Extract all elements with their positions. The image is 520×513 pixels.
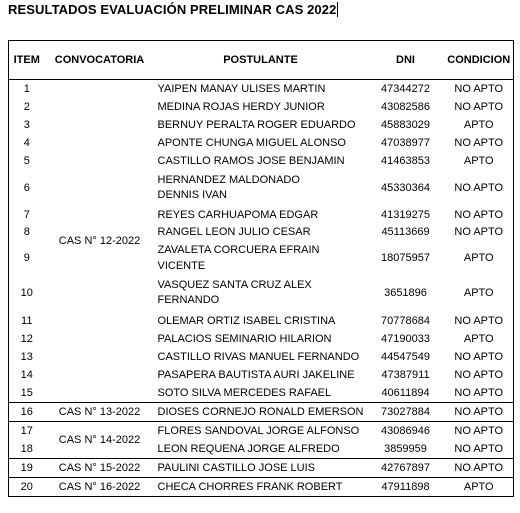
cell-postulante: REYES CARHUAPOMA EDGAR xyxy=(157,209,319,221)
header-row xyxy=(9,41,514,80)
cell-dni: 47344272 xyxy=(381,83,430,95)
cell-condicion: APTO xyxy=(463,119,494,131)
cell-postulante xyxy=(155,274,367,312)
cell-item: 9 xyxy=(23,252,30,264)
cell-postulante: OLEMAR ORTIZ ISABEL CRISTINA xyxy=(157,315,336,327)
table-row xyxy=(9,478,514,497)
cell-item: 16 xyxy=(9,403,45,422)
cell-condicion: APTO xyxy=(463,252,494,264)
cell-item: 14 xyxy=(20,369,33,381)
cell-postulante: RANGEL LEON JULIO CESAR xyxy=(157,226,311,238)
cell-condicion: APTO xyxy=(463,155,494,167)
results-table xyxy=(8,40,514,497)
cell-condicion: NO APTO xyxy=(445,459,514,478)
cell-postulante: DIOSES CORNEJO RONALD EMERSON xyxy=(155,403,367,422)
cell-condicion: APTO xyxy=(463,287,494,299)
cell-postulante: APONTE CHUNGA MIGUEL ALONSO xyxy=(157,137,346,149)
cell-convocatoria: CAS N° 16-2022 xyxy=(45,478,155,497)
cell-condicion: NO APTO xyxy=(454,101,504,113)
cell-dni: 45113669 xyxy=(381,226,430,238)
cell-item: 8 xyxy=(23,226,30,238)
cell-condicion: NO APTO xyxy=(454,137,504,149)
cell-condicion: NO APTO xyxy=(454,351,504,363)
cell-item: 13 xyxy=(20,351,33,363)
cell-item: 18 xyxy=(20,443,33,455)
cell-dni: 73027884 xyxy=(367,403,445,422)
cell-item: 5 xyxy=(23,155,30,167)
cell-item: 19 xyxy=(9,459,45,478)
cell-condicion: NO APTO xyxy=(454,83,504,95)
cell-dni: 43086946 xyxy=(367,422,445,441)
cell-postulante: FLORES SANDOVAL JORGE ALFONSO xyxy=(155,422,367,441)
cell-dni: 44547549 xyxy=(381,351,430,363)
cell-dni: 41319275 xyxy=(381,209,430,221)
cell-item: 11 xyxy=(21,315,33,327)
header-condicion: CONDICION xyxy=(445,41,514,80)
table-row xyxy=(9,80,514,99)
title-text: RESULTADOS EVALUACIÓN PRELIMINAR CAS 2022 xyxy=(8,2,337,17)
header-dni: DNI xyxy=(367,41,445,80)
cell-dni: 3859959 xyxy=(384,443,427,455)
cell-item: 2 xyxy=(23,101,30,113)
cell-item: 7 xyxy=(23,209,30,221)
cell-dni: 70778684 xyxy=(381,315,430,327)
document-title xyxy=(8,2,338,17)
cell-postulante: PALACIOS SEMINARIO HILARION xyxy=(157,333,332,345)
cell-postulante: CASTILLO RAMOS JOSE BENJAMIN xyxy=(157,155,345,167)
postulante-name: HERNANDEZ MALDONADO DENNIS IVAN xyxy=(157,174,300,201)
cell-item: 1 xyxy=(23,83,30,95)
postulante-name: VASQUEZ SANTA CRUZ ALEX FERNANDO xyxy=(157,279,312,306)
cell-dni: 47038977 xyxy=(381,137,430,149)
cell-condicion: NO APTO xyxy=(454,182,504,194)
cell-condicion: NO APTO xyxy=(445,403,514,422)
cell-postulante xyxy=(155,170,367,206)
cell-condicion: APTO xyxy=(463,333,494,345)
cell-postulante: ZAVALETA CORCUERA EFRAIN VICENTE xyxy=(157,244,320,272)
header-postulante: POSTULANTE xyxy=(155,41,367,80)
header-convocatoria: CONVOCATORIA xyxy=(45,41,155,80)
cell-dni: 45330364 xyxy=(381,182,430,194)
cell-condicion: NO APTO xyxy=(454,315,504,327)
cell-postulante: CHECA CHORRES FRANK ROBERT xyxy=(155,478,367,497)
cell-convocatoria: CAS N° 14-2022 xyxy=(45,422,155,459)
cell-dni: 43082586 xyxy=(381,101,430,113)
cell-item: 4 xyxy=(23,137,30,149)
cell-item: 20 xyxy=(9,478,45,497)
cell-item: 12 xyxy=(20,333,33,345)
cell-condicion: NO APTO xyxy=(454,369,504,381)
cell-postulante: CASTILLO RIVAS MANUEL FERNANDO xyxy=(157,351,360,363)
cell-condicion: NO APTO xyxy=(454,226,504,238)
cell-item: 10 xyxy=(20,287,33,299)
cell-postulante: PAULINI CASTILLO JOSE LUIS xyxy=(155,459,367,478)
cell-convocatoria: CAS N° 12-2022 xyxy=(58,235,141,247)
cell-dni: 18075957 xyxy=(381,252,430,264)
cell-condicion: APTO xyxy=(445,478,514,497)
table-row xyxy=(9,403,514,422)
cell-dni: 47911898 xyxy=(367,478,445,497)
cell-dni: 45883029 xyxy=(381,119,430,131)
table-row xyxy=(9,422,514,441)
cell-postulante: PASAPERA BAUTISTA AURI JAKELINE xyxy=(157,369,355,381)
cell-condicion: NO APTO xyxy=(454,209,504,221)
cell-item: 15 xyxy=(20,387,33,399)
cell-postulante: MEDINA ROJAS HERDY JUNIOR xyxy=(157,101,325,113)
cell-convocatoria: CAS N° 15-2022 xyxy=(45,459,155,478)
cell-dni: 3651896 xyxy=(384,287,427,299)
header-item: ITEM xyxy=(9,41,45,80)
cell-condicion: NO APTO xyxy=(454,443,504,455)
cell-convocatoria: CAS N° 13-2022 xyxy=(45,403,155,422)
cell-postulante: BERNUY PERALTA ROGER EDUARDO xyxy=(157,119,356,131)
cell-condicion: NO APTO xyxy=(454,387,504,399)
cell-dni: 47190033 xyxy=(381,333,430,345)
cell-dni: 40611894 xyxy=(381,387,430,399)
cell-condicion: NO APTO xyxy=(445,422,514,441)
cell-item: 17 xyxy=(9,422,45,441)
cell-item: 6 xyxy=(23,182,30,194)
cell-postulante: YAIPEN MANAY ULISES MARTIN xyxy=(157,83,326,95)
text-cursor xyxy=(337,2,338,17)
table-row xyxy=(9,459,514,478)
cell-postulante: LEON REQUENA JORGE ALFREDO xyxy=(157,443,340,455)
cell-item: 3 xyxy=(23,119,30,131)
cell-dni: 41463853 xyxy=(381,155,430,167)
cell-postulante: SOTO SILVA MERCEDES RAFAEL xyxy=(157,387,332,399)
cell-dni: 47387911 xyxy=(381,369,430,381)
cell-dni: 42767897 xyxy=(367,459,445,478)
